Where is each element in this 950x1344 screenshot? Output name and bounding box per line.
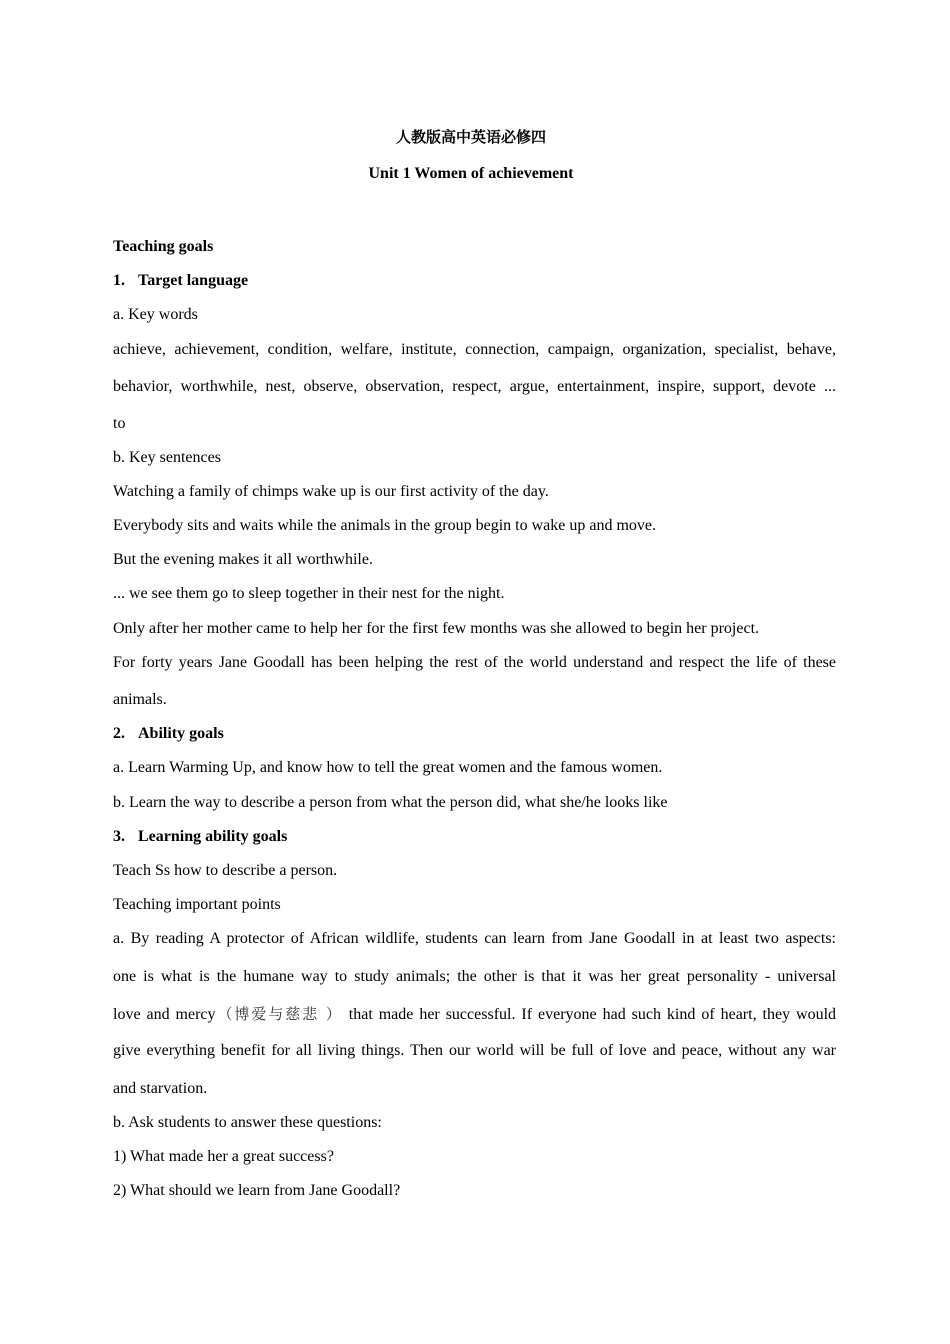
important-point-a-line: one is what is the humane way to study animals; the other is that it was her great personality - universal xyxy=(113,968,836,985)
important-point-a-line: a. By reading A protector of African wildlife, students can learn from Jane Goodall in at least two aspects: xyxy=(113,930,836,947)
key-sentence: But the evening makes it all worthwhile. xyxy=(113,551,373,568)
learning-ability-text: Teach Ss how to describe a person. xyxy=(113,862,338,879)
key-sentence: For forty years Jane Goodall has been helping the rest of the world understand and respect the life of these xyxy=(113,654,836,671)
important-points-label: Teaching important points xyxy=(113,896,281,913)
important-point-a-line: and starvation. xyxy=(113,1080,208,1097)
key-sentences-label: b. Key sentences xyxy=(113,449,221,466)
section-1-heading xyxy=(113,271,248,291)
important-point-a-line: give everything benefit for all living things. Then our world will be full of love and peace, without any war xyxy=(113,1042,836,1059)
section-1-title: Target language xyxy=(138,272,249,289)
important-point-b: b. Ask students to answer these questions: xyxy=(113,1114,382,1131)
important-point-a-line xyxy=(113,1004,836,1025)
section-2-number: 2. xyxy=(113,725,125,742)
key-sentence: Everybody sits and waits while the animals in the group begin to wake up and move. xyxy=(113,517,656,534)
section-3-title: Learning ability goals xyxy=(138,828,288,845)
chinese-annotation: （博爱与慈悲 ） xyxy=(215,1005,343,1023)
section-2-heading xyxy=(113,724,224,744)
question-2: 2) What should we learn from Jane Goodall? xyxy=(113,1182,401,1199)
key-words-line: to xyxy=(113,415,126,432)
section-3-heading xyxy=(113,827,287,847)
key-sentence: ... we see them go to sleep together in their nest for the night. xyxy=(113,585,505,602)
document-title-chinese: 人教版高中英语必修四 xyxy=(395,128,546,146)
ability-goal-b: b. Learn the way to describe a person from what the person did, what she/he looks like xyxy=(113,794,668,811)
section-2-title: Ability goals xyxy=(138,725,224,742)
question-1: 1) What made her a great success? xyxy=(113,1148,334,1165)
text-segment: that made her successful. If everyone had such kind of heart, they would xyxy=(348,1006,837,1023)
teaching-goals-heading: Teaching goals xyxy=(113,238,214,255)
key-words-line: achieve, achievement, condition, welfare, institute, connection, campaign, organization, specialist, behave, xyxy=(113,341,836,358)
section-1-number: 1. xyxy=(113,272,125,289)
key-words-label: a. Key words xyxy=(113,306,198,323)
ability-goal-a: a. Learn Warming Up, and know how to tell the great women and the famous women. xyxy=(113,759,663,776)
section-3-number: 3. xyxy=(113,828,125,845)
key-words-line: behavior, worthwhile, nest, observe, observation, respect, argue, entertainment, inspire, support, devote ... xyxy=(113,378,836,395)
key-sentence-continued: animals. xyxy=(113,691,167,708)
key-sentence: Watching a family of chimps wake up is our first activity of the day. xyxy=(113,483,549,500)
key-sentence: Only after her mother came to help her for the first few months was she allowed to begin her project. xyxy=(113,620,760,637)
unit-title: Unit 1 Women of achievement xyxy=(368,165,574,182)
text-segment: love and mercy xyxy=(113,1006,216,1023)
